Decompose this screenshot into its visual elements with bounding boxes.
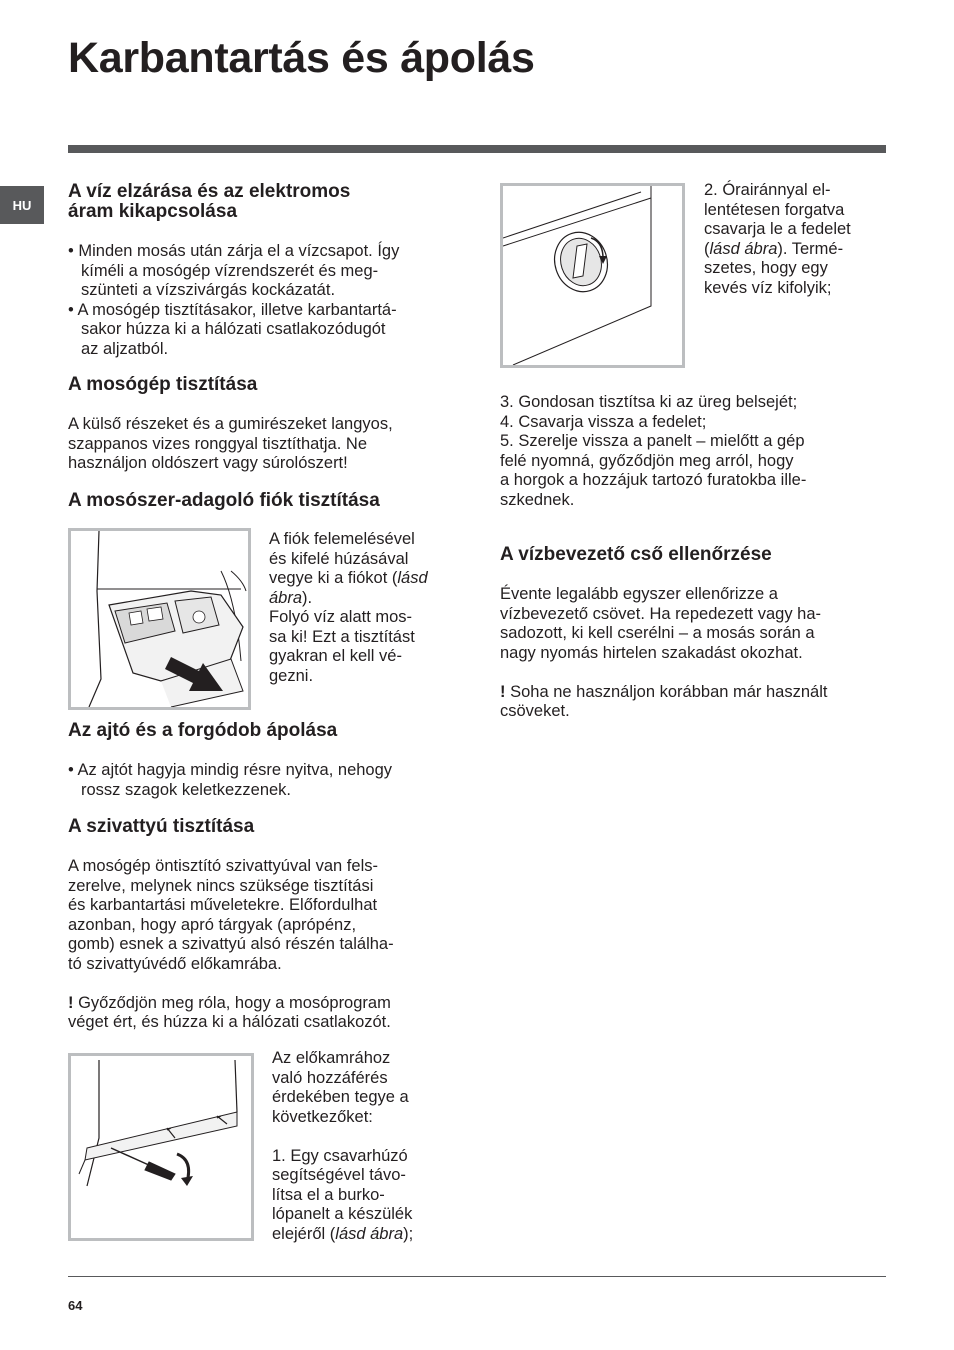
inlet-hose-text: Évente legalább egyszer ellenőrizze a vízbevezető csövet. Ha repedezett vagy ha- sadozott, ki kell cserélni – a mosás során a nagy nyomás hirtelen szakadást okozhat. ! Soha ne használjon korábban már használt csöveket. bbox=[500, 585, 828, 720]
pump-cover-figure bbox=[500, 183, 685, 368]
title-rule bbox=[68, 145, 886, 153]
steps-3-5-text: 3. Gondosan tisztítsa ki az üreg belsejét; 4. Csavarja vissza a fedelet; 5. Szerelje vissza a panelt – mielőtt a gép felé nyomná, győződjön meg arról, hogy a horgok a hozzájuk tartozó furatokba ille- szkednek. bbox=[500, 393, 807, 509]
heading-detergent-drawer: A mosószer-adagoló fiók tisztítása bbox=[68, 490, 380, 511]
door-drum-bullet: • Az ajtót hagyja mindig résre nyitva, nehogy rossz szagok keletkezzenek. bbox=[68, 761, 393, 799]
heading-inlet-hose: A vízbevezető cső ellenőrzése bbox=[500, 544, 772, 565]
warning-mark: ! bbox=[68, 993, 74, 1012]
machine-cleaning-text: A külső részeket és a gumirészeket langyos, szappanos vizes ronggyal tisztíthatja. Ne használjon oldószert vagy súrolószert! bbox=[68, 415, 393, 472]
water-power-bullets: • Minden mosás után zárja el a vízcsapot. Így kíméli a mosógép vízrendszerét és meg- szünteti a vízszivárgás kockázatát. • A mosógép tisztításakor, illetve karbantartá- sakor húzza ki a hálózati csatlakozódugót az aljzatból. bbox=[68, 242, 400, 358]
detergent-drawer-figure bbox=[68, 528, 251, 710]
heading-machine-cleaning: A mosógép tisztítása bbox=[68, 374, 258, 395]
detergent-drawer-illustration bbox=[71, 531, 248, 707]
panel-removal-figure bbox=[68, 1053, 254, 1241]
page-number: 64 bbox=[68, 1298, 83, 1313]
heading-pump-cleaning: A szivattyú tisztítása bbox=[68, 816, 255, 837]
pump-cover-illustration bbox=[503, 186, 682, 365]
heading-door-drum: Az ajtó és a forgódob ápolása bbox=[68, 720, 338, 741]
detergent-drawer-text: A fiók felemelésével és kifelé húzásával vegye ki a fiókot (lásd ábra). Folyó víz alatt mos- sa ki! Ezt a tisztítást gyakran el kell vé- gezni. bbox=[269, 530, 428, 685]
pump-cleaning-text: A mosógép öntisztító szivattyúval van fels- zerelve, melynek nincs szüksége tisztítási és karbantartási műveletekre. Előfordulhat azonban, hogy apró tárgyak (aprópénz, gomb) esnek a szivattyú alsó részén találha- tó szivattyúvédő előkamrába. ! Győződjön meg róla, hogy a mosóprogram véget ért, és húzza ki a hálózati csatlakozót. bbox=[68, 857, 394, 1031]
heading-water-power-off: A víz elzárása és az elektromos áram kikapcsolása bbox=[68, 181, 351, 222]
step2-text: 2. Órairánnyal el- lentétesen forgatva csavarja le a fedelet (lásd ábra). Termé- szetes, hogy egy kevés víz kifolyik; bbox=[704, 181, 851, 297]
pump-access-text: Az előkamrához való hozzáférés érdekében tegye a következőket: 1. Egy csavarhúzó segítségével távo- lítsa el a burko- lópanelt a készülék elejéről (lásd ábra); bbox=[272, 1049, 414, 1243]
language-tab: HU bbox=[0, 186, 44, 224]
footer-rule bbox=[68, 1276, 886, 1277]
page-title: Karbantartás és ápolás bbox=[68, 34, 535, 82]
warning-mark: ! bbox=[500, 682, 506, 701]
panel-removal-illustration bbox=[71, 1056, 251, 1238]
